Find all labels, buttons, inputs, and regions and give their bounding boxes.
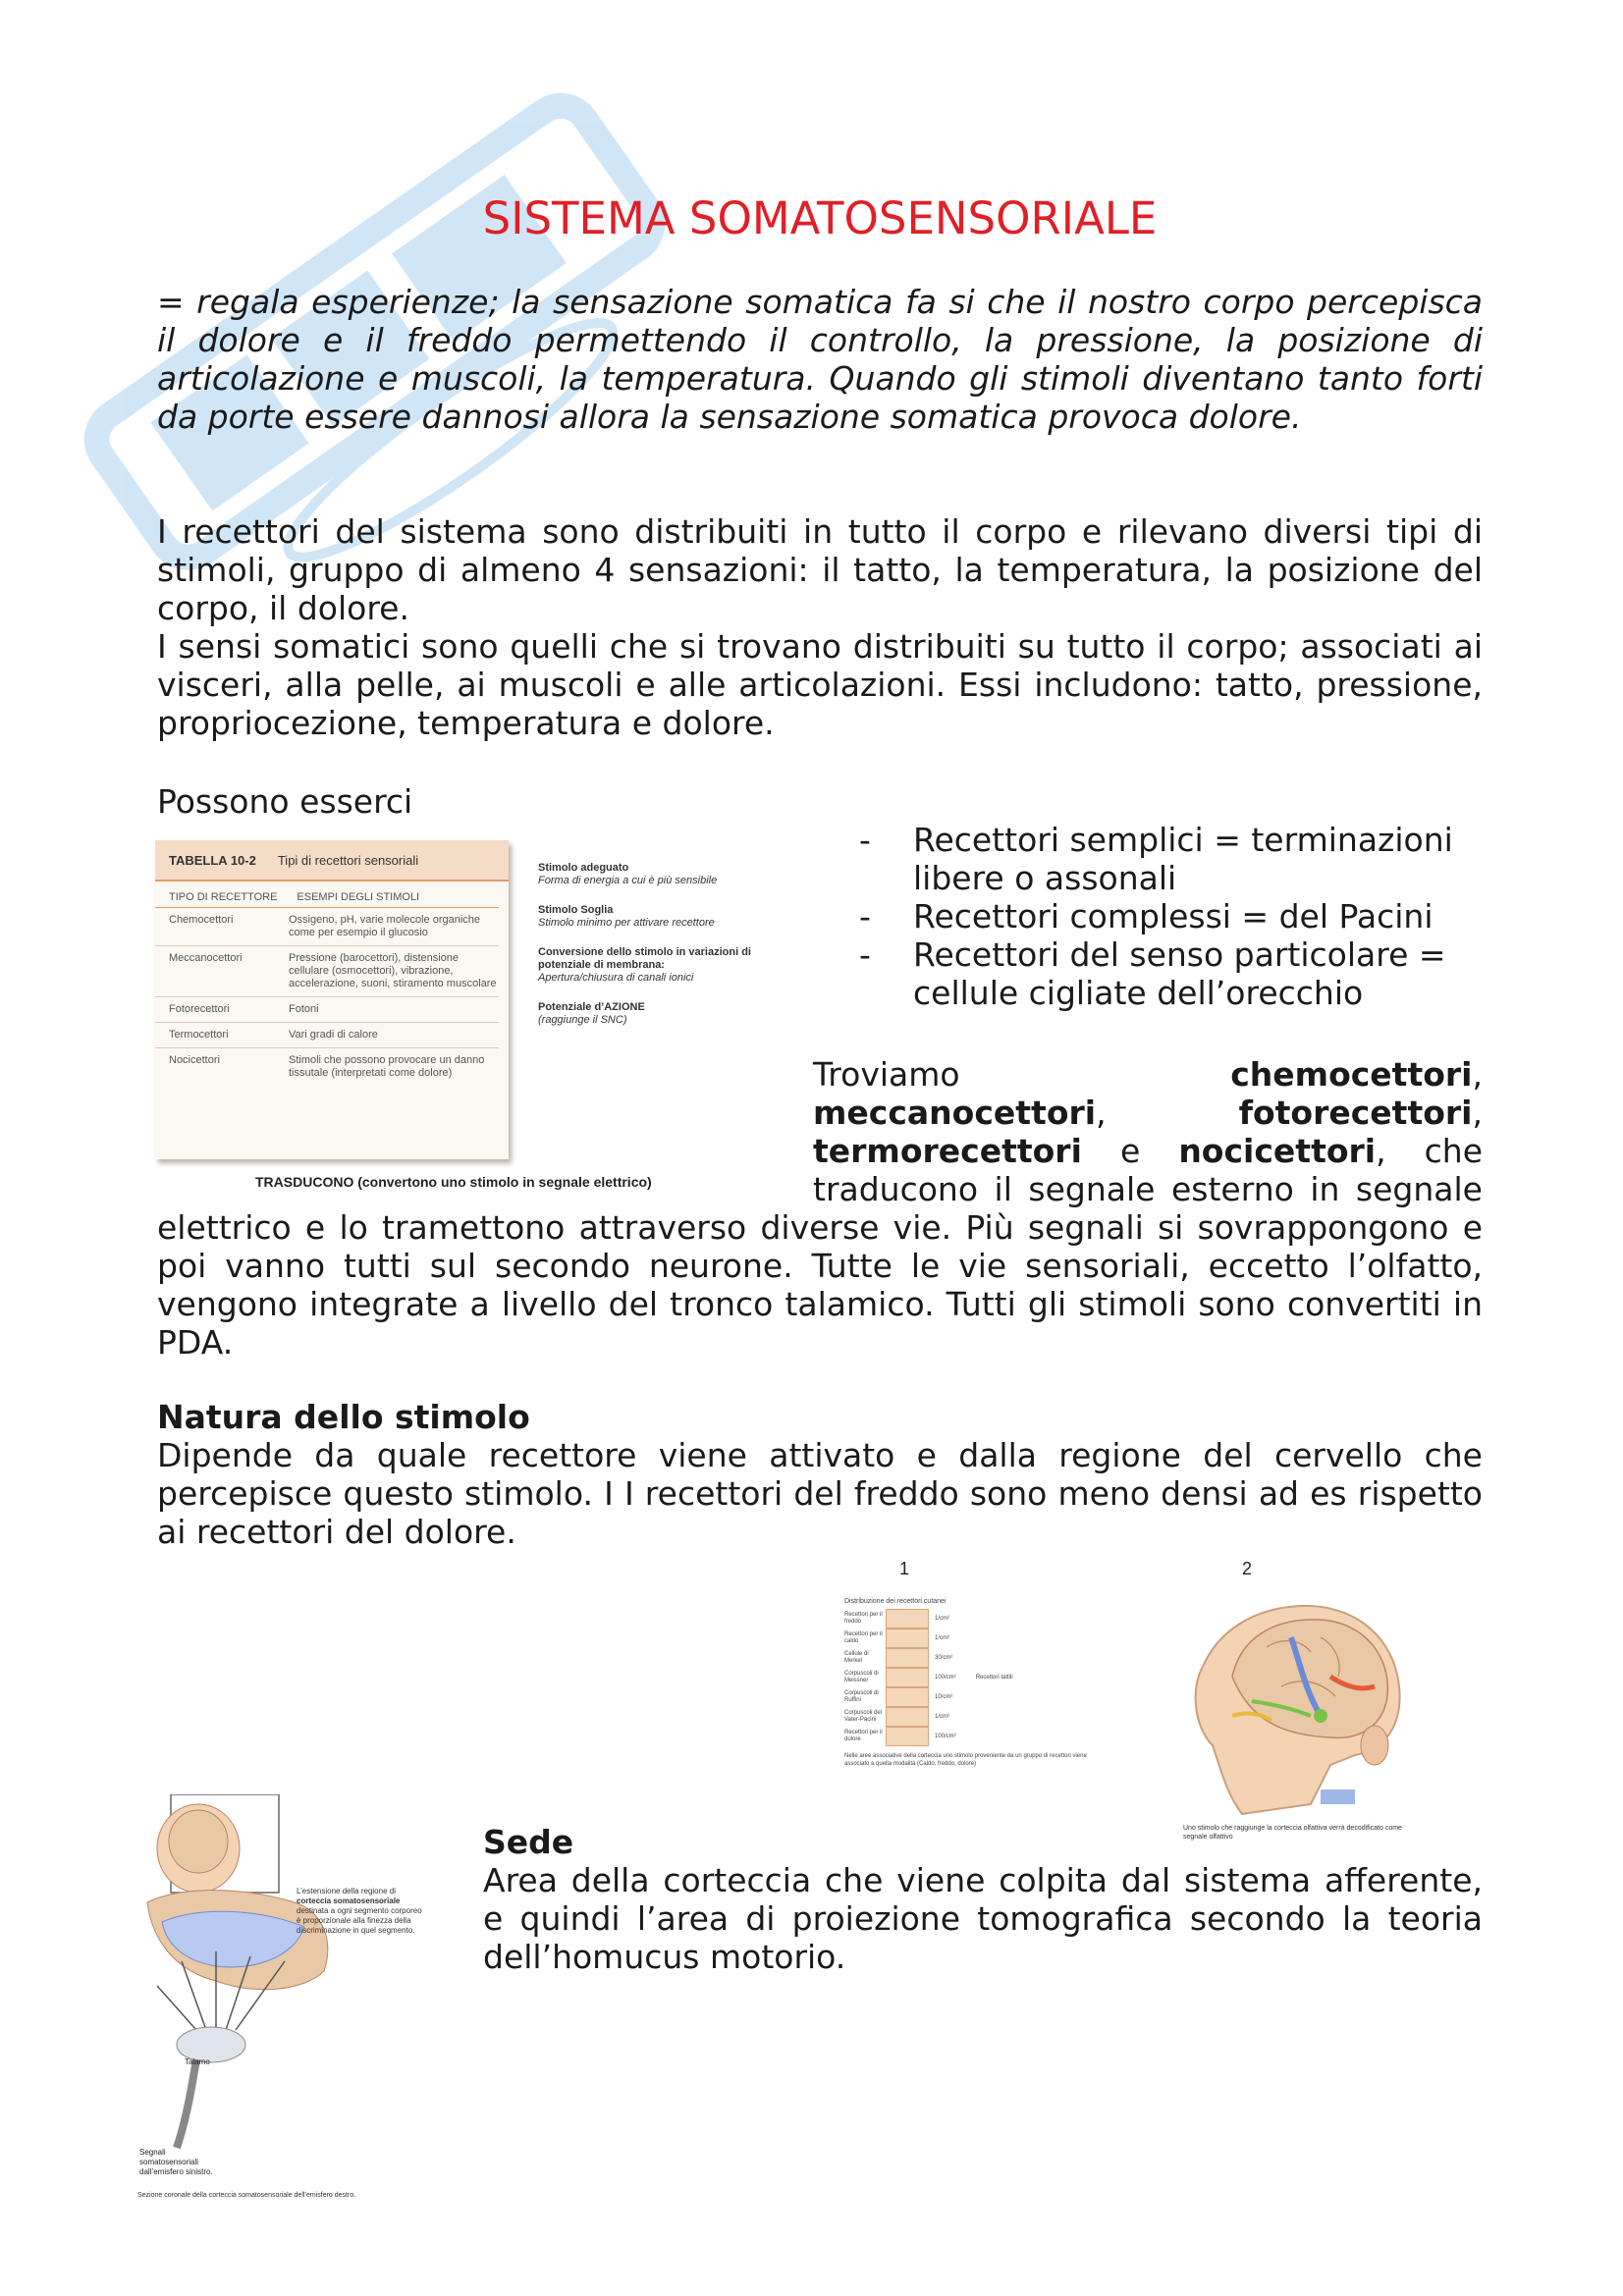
table-cell-type: Fotorecettori [169, 1003, 230, 1015]
fig1-row [844, 1648, 1090, 1668]
fig1-row [844, 1668, 1090, 1687]
fig1-row-label: Recettori per il freddo [844, 1612, 883, 1625]
elettrico-paragraph: elettrico e lo tramettono attraverso diverse vie. Più segnali si sovrappongono e poi vanno tutti sul secondo neurone. Tutte le vie sensoriali, eccetto l’olfatto, vengono integrate a livello del tronco talamico. Tutti gli stimoli sono convertiti in PDA. [157, 1208, 1483, 1362]
fig1-row [844, 1609, 1090, 1629]
fig1-row [844, 1629, 1090, 1648]
fig1-row-value: 1/cm² [935, 1714, 949, 1720]
figure-1-number: 1 [899, 1559, 910, 1578]
figure-1-receptor-distribution [844, 1598, 1090, 1824]
fig1-row-label: Corpuscoli di Meissner [844, 1671, 879, 1683]
table-cell-type: Meccanocettori [169, 952, 243, 964]
stimulus-notes [538, 862, 784, 1043]
fig1-row [844, 1727, 1090, 1746]
figure-1-title: Distribuzione dei recettori cutanei [844, 1598, 947, 1605]
fig1-row [844, 1687, 1090, 1707]
term-meccanocettori: meccanocettori [813, 1094, 1097, 1132]
fig1-bracket-label: Recettori tattili [975, 1675, 1013, 1681]
fig1-row-value: 1/cm² [935, 1635, 949, 1641]
table-cell-type: Termocettori [169, 1029, 229, 1041]
term-nocicettori: nocicettori [1178, 1132, 1377, 1170]
figure-2-number: 2 [1242, 1559, 1253, 1578]
note-title: Potenziale d’AZIONE [538, 1001, 645, 1013]
table-column-headers [155, 881, 499, 908]
figure-3-somatosensory-cortex [137, 1794, 432, 2207]
figure-3-segnali-label: Segnali somatosensoriali dall’emisfero sinistro. [139, 2148, 213, 2176]
table-row [155, 908, 499, 946]
fig1-row-label: Corpuscoli di Ruffini [844, 1690, 879, 1703]
list-item: - Recettori semplici = terminazioni libere o assonali [859, 821, 1453, 897]
fig3-note-post: destinata a ogni segmento corporeo è proporzionale alla finezza della discriminazione in quel segmento. [297, 1906, 422, 1935]
sede-paragraph: Area della corteccia che viene colpita dal sistema afferente, e quindi l’area di proiezione tomografica secondo la teoria dell’homucus motorio. [483, 1861, 1483, 1976]
fig1-row-label: Corpuscoli del Vater-Pacini [844, 1710, 883, 1723]
troviamo-and: e [1119, 1132, 1141, 1170]
table-row [155, 1048, 499, 1086]
list-item-text: Recettori semplici = terminazioni libere o assonali [913, 821, 1453, 897]
fig1-skin-box [886, 1609, 929, 1629]
fig1-row-value: 30/cm² [935, 1655, 953, 1661]
fig1-skin-box [886, 1687, 929, 1707]
table-row [155, 946, 499, 997]
table-subtitle: Tipi di recettori sensoriali [277, 852, 419, 868]
trasducono-caption: TRASDUCONO (convertono uno stimolo in segnale elettrico) [255, 1174, 652, 1190]
note-item [538, 904, 784, 930]
figure-3-drawing [137, 1794, 432, 2207]
page-title: SISTEMA SOMATOSENSORIALE [482, 192, 1158, 244]
fig1-row-value: 10/cm² [935, 1694, 953, 1700]
table-cell-type: Nocicettori [169, 1054, 220, 1066]
table-cell-example: Stimoli che possono provocare un danno tissutale (interpretati come dolore) [289, 1054, 485, 1079]
term-fotorecettori: fotorecettori [1238, 1094, 1473, 1132]
table-col-type: TIPO DI RECETTORE [169, 891, 278, 903]
figure-3-note [297, 1887, 424, 1936]
term-termorecettori: termorecettori [813, 1132, 1082, 1170]
natura-paragraph: Dipende da quale recettore viene attivato e dalla regione del cervello che percepisce questo stimolo. I I recettori del freddo sono meno densi ad es rispetto ai recettori del dolore. [157, 1436, 1483, 1551]
troviamo-paragraph: Troviamo chemocettori, meccanocettori, fotorecettori, termorecettori e nocicettori, che traducono il segnale esterno in segnale [813, 1055, 1484, 1208]
figure-2-caption: Uno stimolo che raggiunge la corteccia olfattiva verrà decodificato come segnale olfattivo [1183, 1825, 1402, 1841]
table-cell-example: Fotoni [289, 1003, 319, 1015]
note-item [538, 1001, 784, 1027]
note-item [538, 946, 784, 985]
note-item [538, 862, 784, 887]
fig1-row-label: Recettori per il caldo [844, 1631, 883, 1644]
table-row [155, 1023, 499, 1048]
fig1-row [844, 1707, 1090, 1727]
fig1-row-label: Recettori per il dolore [844, 1730, 883, 1742]
table-title: TABELLA 10-2 [169, 852, 256, 868]
figure-3-talamo-label: Talamo [185, 2057, 210, 2066]
sensi-paragraph: I sensi somatici sono quelli che si trovano distribuiti su tutto il corpo; associati ai visceri, alla pelle, ai muscoli e alle articolazioni. Essi includono: tatto, pressione, propriocezione, temperatura e dolore. [157, 627, 1483, 742]
term-chemocettori: chemocettori [1230, 1055, 1473, 1094]
fig1-skin-box [886, 1727, 929, 1746]
receptor-types-table [155, 840, 509, 1159]
table-cell-example: Vari gradi di calore [289, 1029, 378, 1041]
note-title: Conversione dello stimolo in variazioni di potenziale di membrana: [538, 946, 751, 971]
possono-esserci-text: Possono esserci [157, 782, 413, 821]
figure-3-caption: Sezione coronale della corteccia somatosensoriale dell’emisfero destro. [137, 2192, 356, 2199]
fig1-skin-box [886, 1668, 929, 1687]
table-header [155, 840, 509, 881]
fig1-skin-box [886, 1629, 929, 1648]
fig1-row-value: 100/cm² [935, 1675, 956, 1681]
fig1-row-value: 100/cm² [935, 1734, 956, 1739]
note-desc: Apertura/chiusura di canali ionici [538, 972, 694, 984]
note-title: Stimolo adeguato [538, 862, 629, 874]
table-cell-example: Pressione (barocettori), distensione cellulare (osmocettori), vibrazione, accelerazione, suoni, stiramento muscolare [289, 952, 497, 989]
fig1-skin-box [886, 1648, 929, 1668]
figure-1-caption: Nelle aree associative della corteccia uno stimolo proveniente da un gruppo di recettori viene associato a quella modalità (Caldo, freddo, dolore) [844, 1753, 1087, 1767]
table-cell-type: Chemocettori [169, 914, 234, 926]
list-item: - Recettori del senso particolare = cellule cigliate dell’orecchio [859, 935, 1446, 1012]
note-desc: Forma di energia a cui è più sensibile [538, 875, 718, 886]
fig3-note-pre: L’estensione della regione di [297, 1887, 396, 1896]
sede-heading: Sede [483, 1823, 574, 1861]
fig1-skin-box [886, 1707, 929, 1727]
figure-2-brain-head [1173, 1578, 1419, 1824]
list-item-text: Recettori complessi = del Pacini [913, 897, 1434, 935]
note-desc: (raggiunge il SNC) [538, 1014, 627, 1026]
troviamo-lead: Troviamo [813, 1055, 960, 1094]
list-item-text: Recettori del senso particolare = cellule cigliate dell’orecchio [913, 935, 1446, 1012]
note-title: Stimolo Soglia [538, 904, 614, 916]
troviamo-tail: che traducono il segnale esterno in segnale [813, 1132, 1484, 1208]
recettori-paragraph: I recettori del sistema sono distribuiti in tutto il corpo e rilevano diversi tipi di stimoli, gruppo di almeno 4 sensazioni: il tatto, la temperatura, la posizione del corpo, il dolore. [157, 512, 1483, 627]
list-item: - Recettori complessi = del Pacini [859, 897, 1434, 935]
receptor-bullet-list [859, 821, 1483, 1012]
table-col-examples: ESEMPI DEGLI STIMOLI [297, 891, 420, 903]
natura-heading: Natura dello stimolo [157, 1398, 530, 1436]
intro-paragraph: = regala esperienze; la sensazione somatica fa si che il nostro corpo percepisca il dolore e il freddo permettendo il controllo, la pressione, la posizione di articolazione e muscoli, la temperatura. Quando gli stimoli diventano tanto forti da porte essere dannosi allora la sensazione somatica provoca dolore. [157, 283, 1483, 436]
fig1-row-label: Cellule di Merkel [844, 1651, 869, 1664]
fig3-note-bold: corteccia somatosensoriale [297, 1896, 401, 1905]
table-cell-example: Ossigeno, pH, varie molecole organiche come per esempio il glucosio [289, 914, 481, 938]
fig1-row-value: 1/cm² [935, 1616, 949, 1622]
table-row [155, 997, 499, 1023]
note-desc: Stimolo minimo per attivare recettore [538, 917, 715, 929]
